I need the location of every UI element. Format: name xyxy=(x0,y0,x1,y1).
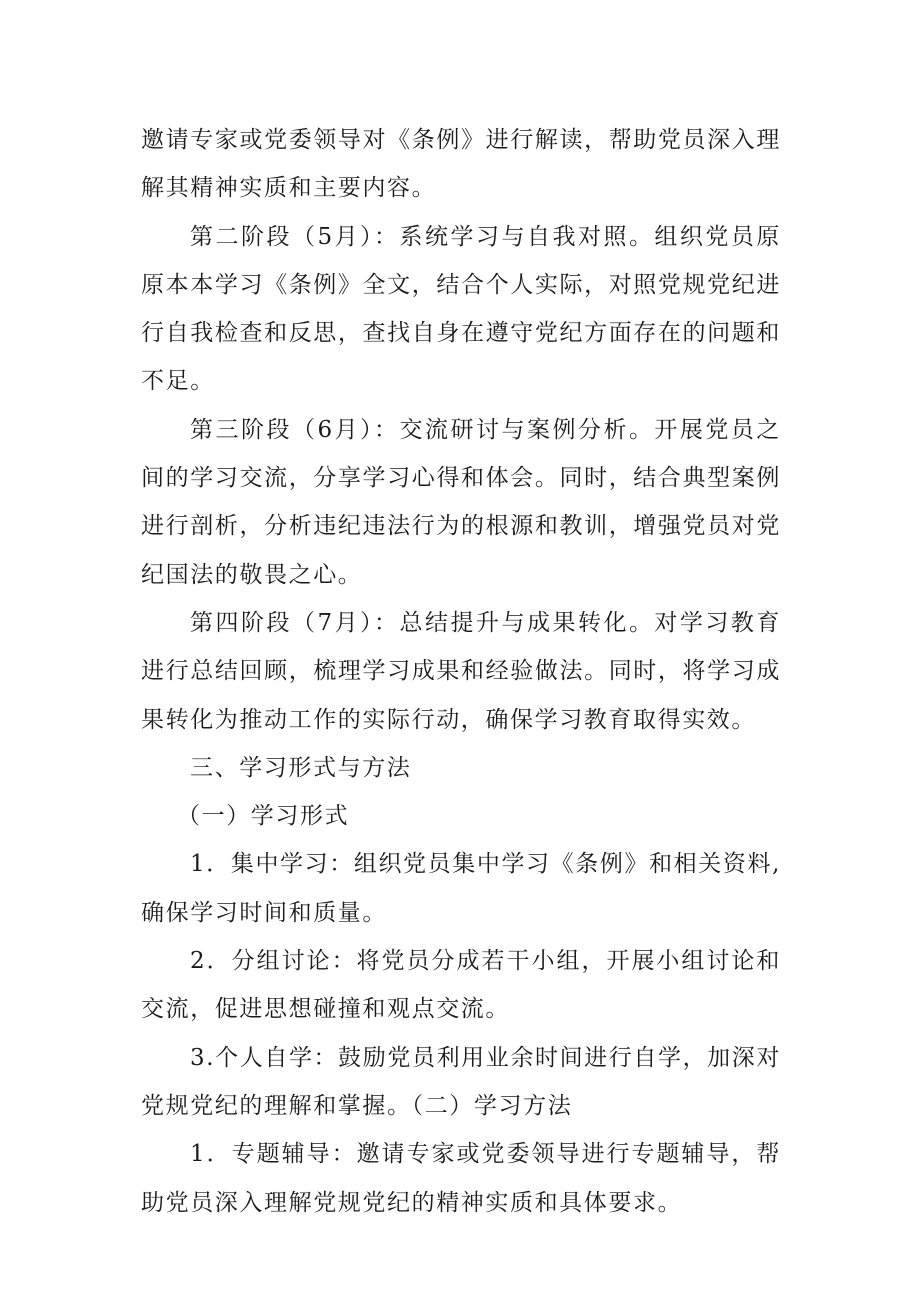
paragraph-stage-three: 第三阶段（6月）：交流研讨与案例分析。开展党员之间的学习交流，分享学习心得和体会。同时，结合典型案例进行剖析，分析违纪违法行为的根源和教训，增强党员对党纪国法的敬畏之心。 xyxy=(141,416,781,588)
paragraph-special-tutoring: 1．专题辅导：邀请专家或党委领导进行专题辅导，帮助党员深入理解党规党纪的精神实质和具体要求。 xyxy=(141,1141,781,1216)
paragraph-stage-four: 第四阶段（7月）：总结提升与成果转化。对学习教育进行总结回顾，梳理学习成果和经验做法。同时，将学习成果转化为推动工作的实际行动，确保学习教育取得实效。 xyxy=(141,609,781,733)
paragraph-stage-two: 第二阶段（5月）：系统学习与自我对照。组织党员原原本本学习《条例》全文，结合个人实际，对照党规党纪进行自我检查和反思，查找自身在遵守党纪方面存在的问题和不足。 xyxy=(141,223,781,395)
paragraph-self-study: 3.个人自学：鼓励党员利用业余时间进行自学，加深对党规党纪的理解和掌握。（二）学习方法 xyxy=(141,1044,781,1119)
section-heading-forms-methods: 三、学习形式与方法 xyxy=(190,754,412,781)
paragraph-intro-continued: 邀请专家或党委领导对《条例》进行解读，帮助党员深入理解其精神实质和主要内容。 xyxy=(141,127,781,202)
document-body xyxy=(141,116,781,1227)
paragraph-group-discussion: 2．分组讨论：将党员分成若干小组，开展小组讨论和交流，促进思想碰撞和观点交流。 xyxy=(141,948,781,1023)
subsection-heading-study-forms: （一）学习形式 xyxy=(177,803,350,830)
paragraph-centralized-study: 1．集中学习：组织党员集中学习《条例》和相关资料,确保学习时间和质量。 xyxy=(141,851,781,926)
